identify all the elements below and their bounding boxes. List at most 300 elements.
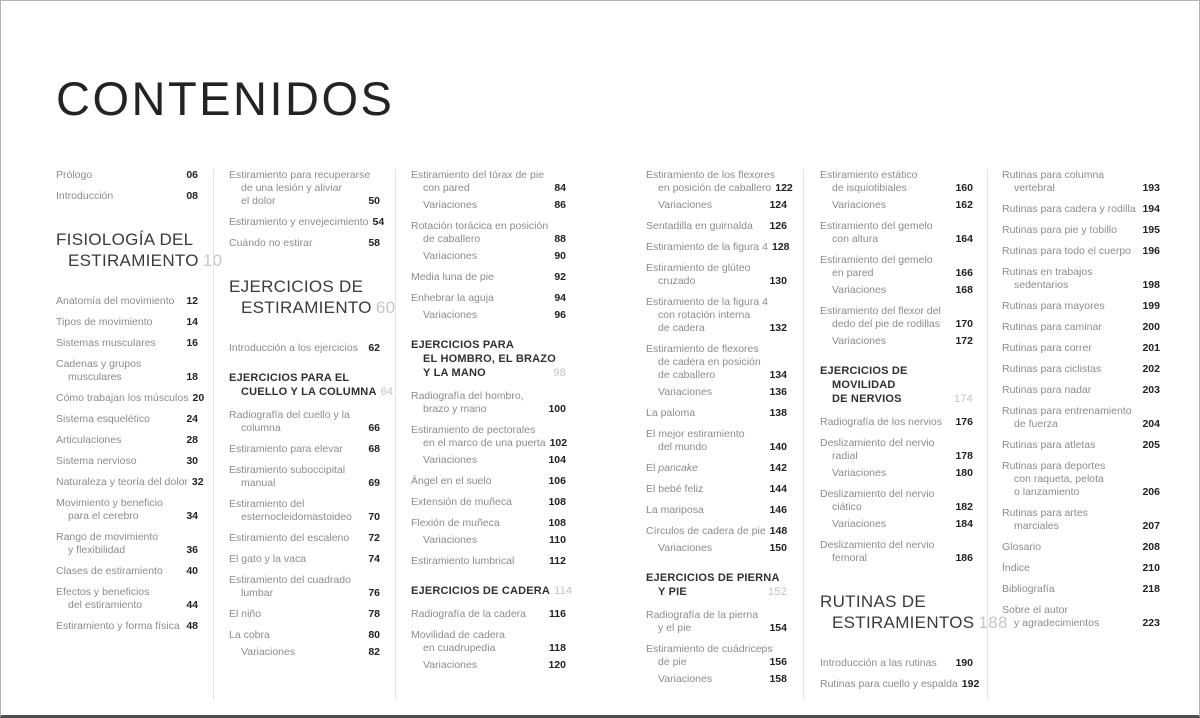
toc-entry <box>56 295 198 308</box>
toc-entry <box>1002 245 1160 258</box>
toc-entry <box>229 443 380 456</box>
toc-variation-entry <box>229 646 380 659</box>
entry-label: de isquiotibiales <box>832 182 907 194</box>
toc-entry <box>56 413 198 426</box>
page-number: 178 <box>955 450 973 462</box>
entry-label: EJERCICIOS DE PIERNA <box>646 572 780 584</box>
toc-column-1 <box>56 169 223 699</box>
page-number: 54 <box>372 216 385 228</box>
entry-label: Variaciones <box>423 454 478 466</box>
entry-label: manual <box>241 477 276 489</box>
page-number: 162 <box>955 199 973 211</box>
entry-label: Rango de movimiento <box>56 531 159 543</box>
entry-label: Variaciones <box>832 335 887 347</box>
entry-label: Variaciones <box>423 199 478 211</box>
toc-entry <box>646 428 787 454</box>
entry-label: cruzado <box>658 275 696 287</box>
entry-label: Estiramiento del gemelo <box>820 254 933 266</box>
entry-label: Y LA MANO <box>423 367 486 379</box>
entry-label: el dolor <box>241 195 276 207</box>
page-number: 112 <box>549 555 566 567</box>
toc-entry <box>1002 460 1160 499</box>
entry-label: Estiramiento para elevar <box>229 443 343 455</box>
toc-entry <box>56 337 198 350</box>
page-number: 168 <box>955 284 973 296</box>
entry-label: Estiramiento lumbrical <box>411 555 515 567</box>
entry-label: Rutinas para deportes <box>1002 460 1106 472</box>
page-number: 12 <box>186 295 198 307</box>
entry-label: ESTIRAMIENTOS <box>832 613 975 632</box>
entry-label: Glosario <box>1002 541 1042 553</box>
toc-entry <box>56 455 198 468</box>
page-number: 134 <box>769 369 787 381</box>
entry-label: Articulaciones <box>56 434 122 446</box>
toc-entry <box>56 190 198 203</box>
page-number: 116 <box>549 608 566 620</box>
page-number: 204 <box>1142 418 1160 430</box>
toc-entry <box>411 390 566 416</box>
entry-label: Enhebrar la aguja <box>411 292 494 304</box>
page-number: 78 <box>368 608 380 620</box>
entry-label: Rutinas para entrenamiento <box>1002 405 1132 417</box>
toc-variation-entry <box>646 542 787 555</box>
entry-label: columna <box>241 422 281 434</box>
entry-label: Cadenas y grupos <box>56 358 142 370</box>
entry-label: Rutinas para ciclistas <box>1002 363 1102 375</box>
toc-variation-entry <box>820 518 973 531</box>
entry-label: Rutinas para cuello y espalda <box>820 678 958 690</box>
entry-label: Anatomía del movimiento <box>56 295 175 307</box>
toc-entry <box>820 488 973 514</box>
toc-entry <box>56 434 198 447</box>
page-number: 140 <box>769 441 787 453</box>
toc-entry <box>1002 266 1160 292</box>
entry-label: de cadera en posición <box>658 356 761 368</box>
entry-label: Radiografía del hombro, <box>411 390 524 402</box>
toc-section-header <box>56 229 223 271</box>
entry-label: Sistemas musculares <box>56 337 156 349</box>
entry-label: Variaciones <box>423 659 478 671</box>
page-number: 114 <box>554 585 573 597</box>
page-number: 94 <box>554 292 566 304</box>
toc-subsection-header <box>229 371 394 399</box>
toc-entry <box>1002 224 1160 237</box>
entry-label: Deslizamiento del nervio <box>820 437 935 449</box>
toc-entry <box>1002 300 1160 313</box>
toc-entry <box>646 169 793 195</box>
entry-label: marciales <box>1014 520 1059 532</box>
toc-entry <box>229 237 380 250</box>
entry-label: Rutinas para correr <box>1002 342 1092 354</box>
entry-label: con rotación interna <box>658 309 751 321</box>
entry-label: EJERCICIOS DE <box>229 277 364 296</box>
entry-label: Radiografía del cuello y la <box>229 409 350 421</box>
entry-label: esternocleidomastoideo <box>241 511 352 523</box>
toc-entry <box>1002 541 1160 554</box>
entry-label: femoral <box>832 552 868 564</box>
page-number: 100 <box>548 403 566 415</box>
entry-label: ESTIRAMIENTO <box>241 298 372 317</box>
page-number: 146 <box>769 504 787 516</box>
toc-variation-entry <box>646 199 787 212</box>
page-number: 34 <box>186 510 198 522</box>
entry-label: Y PIE <box>658 586 687 598</box>
toc-entry <box>820 254 973 280</box>
entry-label: del estiramiento <box>68 599 143 611</box>
entry-label: lumbar <box>241 587 274 599</box>
toc-entry <box>1002 583 1160 596</box>
entry-label: Variaciones <box>832 199 887 211</box>
toc-section-header <box>229 276 396 318</box>
entry-label: de caballero <box>658 369 716 381</box>
toc-entry <box>56 392 205 405</box>
entry-label: Estiramiento del cuadrado <box>229 574 351 586</box>
page-number: 194 <box>1142 203 1160 215</box>
entry-label: del mundo <box>658 441 708 453</box>
entry-label: Estiramiento de los flexores <box>646 169 775 181</box>
entry-label: Tipos de movimiento <box>56 316 153 328</box>
toc-variation-entry <box>411 199 566 212</box>
entry-label: Variaciones <box>658 386 713 398</box>
entry-label: La cobra <box>229 629 270 641</box>
entry-label: en posición de caballero <box>658 182 772 194</box>
toc-entry <box>820 220 973 246</box>
entry-label: Deslizamiento del nervio <box>820 488 935 500</box>
page-number: 190 <box>955 657 973 669</box>
page-number: 192 <box>961 678 980 690</box>
page-number: 40 <box>186 565 198 577</box>
entry-label: musculares <box>68 371 122 383</box>
entry-label: Rutinas para caminar <box>1002 321 1102 333</box>
page-number: 70 <box>368 511 380 523</box>
page-number: 28 <box>186 434 198 446</box>
entry-label: sedentarios <box>1014 279 1069 291</box>
toc-columns <box>56 169 1199 699</box>
page-number: 152 <box>768 586 787 598</box>
toc-entry <box>1002 321 1160 334</box>
page-number: 206 <box>1142 486 1160 498</box>
entry-label: ciático <box>832 501 862 513</box>
page-number: 150 <box>769 542 787 554</box>
toc-entry <box>646 262 787 288</box>
toc-entry <box>820 305 973 331</box>
toc-entry <box>411 169 566 195</box>
page-number: 74 <box>368 553 380 565</box>
entry-label: CUELLO Y LA COLUMNA <box>241 386 377 398</box>
page-number: 16 <box>186 337 198 349</box>
page-number: 108 <box>548 496 566 508</box>
toc-variation-entry <box>646 386 787 399</box>
page-number: 84 <box>554 182 566 194</box>
toc-entry <box>820 416 973 429</box>
toc-entry <box>411 292 566 305</box>
entry-label: Estiramiento y forma física <box>56 620 180 632</box>
page-number: 96 <box>554 309 566 321</box>
page-number: 166 <box>955 267 973 279</box>
page-number: 82 <box>368 646 380 658</box>
page-number: 205 <box>1142 439 1160 451</box>
entry-label: Extensión de muñeca <box>411 496 512 508</box>
toc-variation-entry <box>820 199 973 212</box>
entry-label: Estiramiento estático <box>820 169 918 181</box>
entry-label: Radiografía de la cadera <box>411 608 526 620</box>
entry-label: Rutinas en trabajos <box>1002 266 1093 278</box>
entry-label: Estiramiento de cuádriceps <box>646 643 773 655</box>
entry-label: Círculos de cadera de pie <box>646 525 766 537</box>
toc-entry <box>820 169 973 195</box>
page-number: 148 <box>769 525 788 537</box>
entry-label: ESTIRAMIENTO <box>68 251 199 270</box>
toc-entry <box>229 629 380 642</box>
page-number: 90 <box>554 250 566 262</box>
toc-section-header <box>820 591 1008 633</box>
page-number: 124 <box>769 199 787 211</box>
page-number: 174 <box>954 393 973 405</box>
page-number: 199 <box>1142 300 1160 312</box>
page-number: 88 <box>554 233 566 245</box>
toc-entry <box>56 531 198 557</box>
entry-label: Estiramiento del tórax de pie <box>411 169 545 181</box>
entry-label: El gato y la vaca <box>229 553 307 565</box>
entry-label: de fuerza <box>1014 418 1058 430</box>
entry-label: Estiramiento suboccipital <box>229 464 346 476</box>
toc-entry <box>646 609 787 635</box>
entry-label: y flexibilidad <box>68 544 126 556</box>
entry-label: con raqueta, pelota <box>1014 473 1104 485</box>
toc-entry <box>56 316 198 329</box>
page-title: CONTENIDOS <box>56 72 395 125</box>
toc-entry <box>1002 203 1160 216</box>
entry-label: de una lesión y aliviar <box>241 182 342 194</box>
entry-label: Estiramiento de flexores <box>646 343 759 355</box>
entry-label: EJERCICIOS DE <box>820 365 908 377</box>
entry-label: Rutinas para nadar <box>1002 384 1092 396</box>
entry-label: Variaciones <box>832 284 887 296</box>
entry-label: Rutinas para cadera y rodilla <box>1002 203 1136 215</box>
entry-label: EJERCICIOS PARA <box>411 339 515 351</box>
page-number: 172 <box>955 335 973 347</box>
entry-label: RUTINAS DE <box>820 592 926 611</box>
toc-variation-entry <box>411 454 566 467</box>
page-number: 154 <box>769 622 787 634</box>
toc-entry <box>229 532 380 545</box>
entry-label: Clases de estiramiento <box>56 565 163 577</box>
page-number: 128 <box>771 241 790 253</box>
toc-variation-entry <box>646 673 787 686</box>
entry-label: Sentadilla en guirnalda <box>646 220 753 232</box>
entry-label: Variaciones <box>658 199 713 211</box>
toc-entry <box>646 296 787 335</box>
toc-column-6 <box>987 169 1160 699</box>
page-number: 193 <box>1142 182 1160 194</box>
page-number: 201 <box>1142 342 1160 354</box>
toc-entry <box>56 476 204 489</box>
entry-label: para el cerebro <box>68 510 139 522</box>
entry-label: Variaciones <box>423 309 478 321</box>
toc-entry <box>229 409 380 435</box>
entry-label: Introducción a los ejercicios <box>229 342 358 354</box>
toc-entry <box>411 629 566 655</box>
toc-entry <box>1002 363 1160 376</box>
toc-variation-entry <box>820 467 973 480</box>
entry-label: Variaciones <box>832 467 887 479</box>
page-number: 104 <box>548 454 566 466</box>
entry-label: Rutinas para atletas <box>1002 439 1096 451</box>
toc-entry <box>229 574 380 600</box>
entry-label: Estiramiento de glúteo <box>646 262 751 274</box>
entry-label: Ángel en el suelo <box>411 475 492 487</box>
page-number: 180 <box>955 467 973 479</box>
toc-entry <box>56 169 198 182</box>
toc-subsection-header <box>411 584 573 598</box>
entry-label: El pancake <box>646 462 698 474</box>
toc-entry <box>646 504 787 517</box>
page-number: 80 <box>368 629 380 641</box>
toc-entry <box>229 464 380 490</box>
toc-subsection-header <box>820 364 973 406</box>
page-number: 66 <box>368 422 380 434</box>
page-number: 130 <box>769 275 787 287</box>
entry-label: en cuadrupedia <box>423 642 496 654</box>
page-number: 132 <box>769 322 787 334</box>
page-number: 08 <box>186 190 198 202</box>
entry-label: con altura <box>832 233 879 245</box>
entry-label: Sistema nervioso <box>56 455 137 467</box>
entry-label: Cuándo no estirar <box>229 237 313 249</box>
toc-entry <box>411 517 566 530</box>
page-number: 203 <box>1142 384 1160 396</box>
toc-entry <box>229 342 380 355</box>
entry-label: radial <box>832 450 858 462</box>
page-number: 06 <box>186 169 198 181</box>
entry-label: Variaciones <box>423 534 478 546</box>
page-number: 98 <box>553 367 566 379</box>
toc-entry <box>646 407 787 420</box>
entry-label: MOVILIDAD <box>832 379 896 391</box>
page-number: 50 <box>368 195 380 207</box>
toc-entry <box>56 620 198 633</box>
page-number: 118 <box>549 642 566 654</box>
entry-label: El bebé feliz <box>646 483 704 495</box>
page-number: 64 <box>380 386 394 398</box>
entry-label: Variaciones <box>241 646 296 658</box>
page-number: 198 <box>1142 279 1160 291</box>
toc-entry <box>411 271 566 284</box>
entry-label: Estiramiento del escaleno <box>229 532 350 544</box>
entry-label: de caballero <box>423 233 481 245</box>
page-number: 110 <box>549 534 566 546</box>
toc-variation-entry <box>411 309 566 322</box>
toc-entry <box>1002 384 1160 397</box>
entry-label: La mariposa <box>646 504 704 516</box>
entry-label: Radiografía de la pierna <box>646 609 759 621</box>
page-number: 76 <box>368 587 380 599</box>
page-number: 170 <box>955 318 973 330</box>
entry-label: o lanzamiento <box>1014 486 1080 498</box>
page-number: 18 <box>186 371 198 383</box>
toc-entry <box>411 555 566 568</box>
toc-entry <box>1002 507 1160 533</box>
toc-subsection-header <box>646 571 787 599</box>
toc-entry <box>411 475 566 488</box>
entry-label: Naturaleza y teoría del dolor <box>56 476 188 488</box>
page-number: 120 <box>548 659 566 671</box>
entry-label: Sobre el autor <box>1002 604 1068 616</box>
entry-label: Estiramiento del gemelo <box>820 220 933 232</box>
entry-label: EJERCICIOS DE CADERA <box>411 585 551 597</box>
entry-label: de cadera <box>658 322 705 334</box>
entry-label: Estiramiento para recuperarse <box>229 169 371 181</box>
page-number: 58 <box>368 237 380 249</box>
entry-label: El mejor estiramiento <box>646 428 745 440</box>
entry-label: vertebral <box>1014 182 1055 194</box>
toc-entry <box>56 497 198 523</box>
entry-label: Estiramiento de la figura 4 <box>646 296 768 308</box>
toc-column-3 <box>395 169 573 699</box>
page-number: 86 <box>554 199 566 211</box>
page-number: 202 <box>1142 363 1160 375</box>
entry-label: Prólogo <box>56 169 93 181</box>
entry-label: Estiramiento y envejecimiento <box>229 216 369 228</box>
toc-entry <box>820 539 973 565</box>
page-number: 68 <box>368 443 380 455</box>
entry-label: Radiografía de los nervios <box>820 416 942 428</box>
entry-label: Estiramiento de la figura 4 <box>646 241 768 253</box>
entry-label: Rutinas para todo el cuerpo <box>1002 245 1131 257</box>
page-number: 144 <box>769 483 787 495</box>
toc-entry <box>411 220 566 246</box>
page-number: 69 <box>368 477 380 489</box>
entry-label: Bibliografía <box>1002 583 1055 595</box>
page-number: 207 <box>1142 520 1160 532</box>
entry-label: La paloma <box>646 407 696 419</box>
entry-label: DE NERVIOS <box>832 393 902 405</box>
page-number: 223 <box>1142 617 1160 629</box>
entry-label: Sistema esquelético <box>56 413 150 425</box>
page-number: 142 <box>769 462 787 474</box>
page-number: 10 <box>202 251 223 270</box>
toc-column-5 <box>803 169 1008 699</box>
entry-label: Introducción <box>56 190 114 202</box>
entry-label: Rutinas para mayores <box>1002 300 1105 312</box>
page-number: 108 <box>548 517 566 529</box>
page-number: 138 <box>769 407 787 419</box>
page-number: 176 <box>955 416 973 428</box>
page-number: 158 <box>769 673 787 685</box>
page-number: 30 <box>186 455 198 467</box>
toc-entry <box>646 462 787 475</box>
toc-entry <box>1002 342 1160 355</box>
entry-label: Índice <box>1002 562 1031 574</box>
toc-entry <box>229 553 380 566</box>
toc-variation-entry <box>411 534 566 547</box>
entry-label: El niño <box>229 608 262 620</box>
entry-label: en pared <box>832 267 874 279</box>
entry-label: Variaciones <box>423 250 478 262</box>
toc-entry <box>411 496 566 509</box>
entry-label: Efectos y beneficios <box>56 586 150 598</box>
entry-label: Variaciones <box>832 518 887 530</box>
entry-label: Estiramiento de pectorales <box>411 424 536 436</box>
toc-entry <box>820 437 973 463</box>
entry-label: Variaciones <box>658 673 713 685</box>
entry-label: Estiramiento del flexor del <box>820 305 941 317</box>
page-number: 136 <box>769 386 787 398</box>
toc-entry <box>646 343 787 382</box>
entry-label: brazo y mano <box>423 403 487 415</box>
toc-entry <box>1002 562 1160 575</box>
page-number: 20 <box>192 392 205 404</box>
